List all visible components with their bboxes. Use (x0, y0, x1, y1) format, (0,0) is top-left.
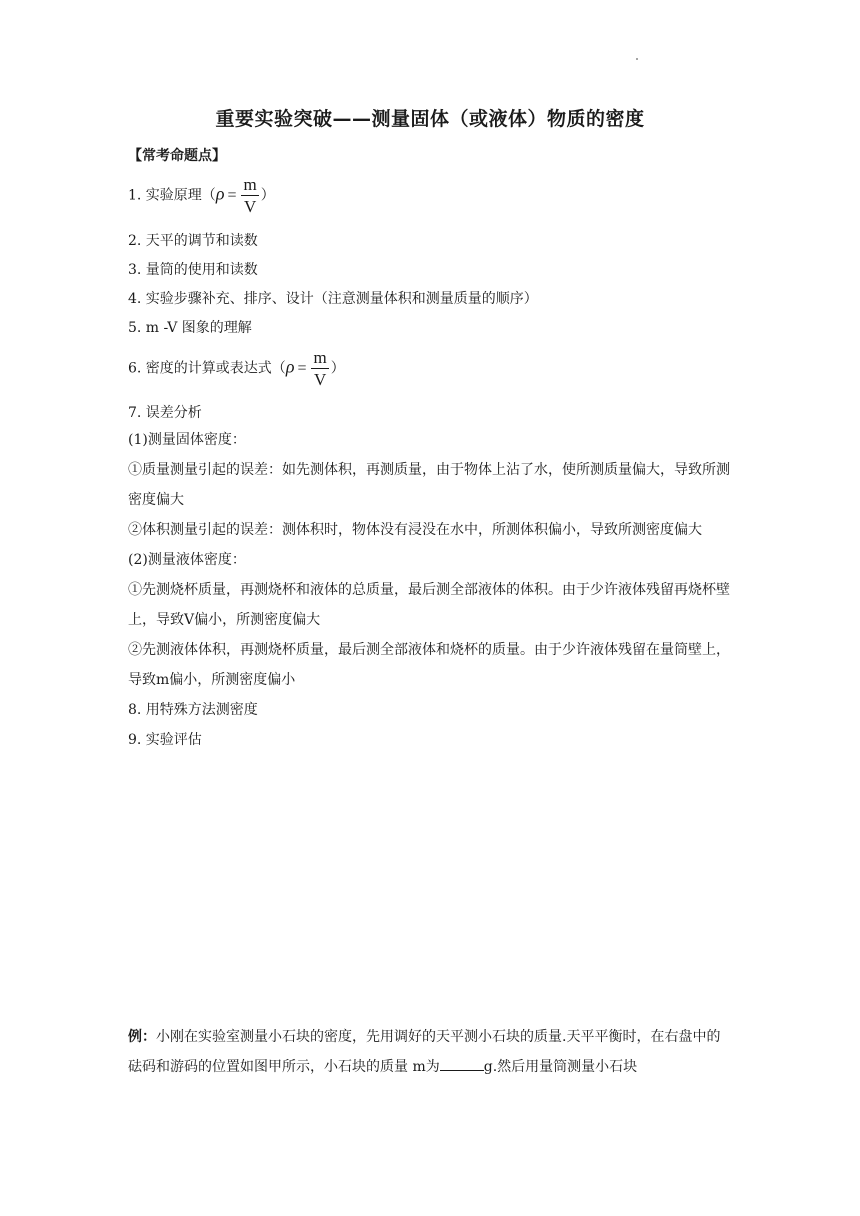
item-3: 3. 量筒的使用和读数 (128, 262, 258, 278)
item-6-text: 6. 密度的计算或表达式（ (128, 360, 286, 377)
liquid-error-2: ②先测液体体积，再测烧杯质量，最后测全部液体和烧杯的质量。由于少许液体残留在量筒壁上，导致m偏小，所测密度偏小 (128, 642, 730, 688)
fraction-numerator: m (313, 348, 327, 367)
item-6 (128, 349, 345, 388)
item-6-close: ） (330, 360, 345, 377)
item-1-text: 1. 实验原理（ (128, 187, 216, 204)
item-1 (128, 176, 275, 215)
equals-sign: = (297, 359, 307, 377)
fraction-denominator: V (243, 197, 257, 216)
density-fraction (311, 349, 328, 388)
example-text: 小刚在实验室测量小石块的密度，先用调好的天平测小石块的质量.天平平衡时，在右盘中的砝码和游码的位置如图甲所示，小石块的质量 m为 (128, 1029, 721, 1075)
equals-sign: = (227, 186, 237, 204)
item-8: 8. 用特殊方法测密度 (128, 702, 258, 718)
liquid-heading: (2)测量液体密度： (128, 552, 246, 568)
solid-heading: (1)测量固体密度： (128, 432, 246, 448)
page-mark (636, 58, 638, 60)
item-7: 7. 误差分析 (128, 405, 202, 421)
rho-symbol: ρ (215, 183, 225, 204)
fraction-numerator: m (243, 175, 257, 194)
error-analysis (128, 425, 732, 755)
density-fraction (241, 176, 258, 215)
solid-error-2: ②体积测量引起的误差：测体积时，物体没有浸没在水中，所测体积偏小，导致所测密度偏大 (128, 522, 702, 538)
fraction-denominator: V (313, 370, 327, 389)
example-problem (128, 1022, 732, 1082)
solid-error-1: ①质量测量引起的误差：如先测体积，再测质量，由于物体上沾了水，使所测质量偏大，导致所测密度偏大 (128, 462, 730, 508)
example-label: 例： (128, 1029, 156, 1045)
page-title: 重要实验突破——测量固体（或液体）物质的密度 (215, 108, 645, 130)
item-9: 9. 实验评估 (128, 732, 202, 748)
liquid-error-1: ①先测烧杯质量，再测烧杯和液体的总质量，最后测全部液体的体积。由于少许液体残留再烧杯壁上，导致V偏小，所测密度偏大 (128, 582, 730, 628)
item-4: 4. 实验步骤补充、排序、设计（注意测量体积和测量质量的顺序） (128, 291, 538, 307)
item-2: 2. 天平的调节和读数 (128, 233, 258, 249)
section-heading: 【常考命题点】 (128, 148, 226, 164)
rho-symbol: ρ (285, 356, 295, 377)
example-text-cont: g.然后用量筒测量小石块 (483, 1059, 638, 1075)
answer-blank[interactable] (440, 1056, 484, 1071)
item-5: 5. m -V 图象的理解 (128, 320, 252, 336)
item-1-close: ） (260, 187, 275, 204)
